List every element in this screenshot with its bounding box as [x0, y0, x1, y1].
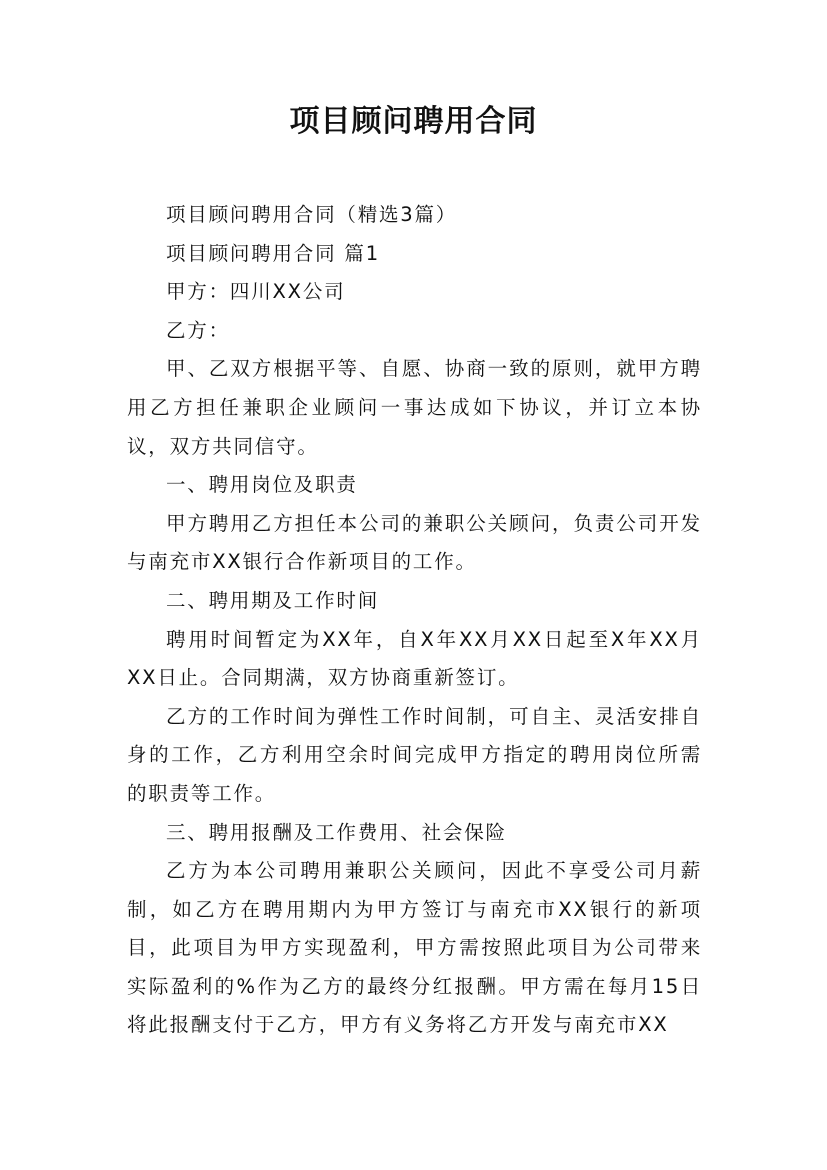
paragraph-heading-1: 一、聘用岗位及职责 [166, 473, 358, 497]
paragraph-heading-3: 三、聘用报酬及工作费用、社会保险 [166, 820, 507, 844]
paragraph-body: 乙方的工作时间为弹性工作时间制，可自主、灵活安排自身的工作，乙方利用空余时间完成甲方指定的聘用岗位所需的职责等工作。 [127, 704, 702, 805]
paragraph-party-b: 乙方： [166, 318, 230, 342]
paragraph-preamble: 甲、乙双方根据平等、自愿、协商一致的原则，就甲方聘用乙方担任兼职企业顾问一事达成如下协议，并订立本协议，双方共同信守。 [127, 357, 702, 458]
paragraph-section-heading: 项目顾问聘用合同 篇1 [166, 241, 380, 265]
paragraph-party-a: 甲方：四川XX公司 [166, 280, 346, 304]
document-body [127, 196, 702, 1045]
document-title: 项目顾问聘用合同 [289, 104, 538, 139]
paragraph-subtitle: 项目顾问聘用合同（精选3篇） [166, 203, 458, 226]
paragraph-body: 甲方聘用乙方担任本公司的兼职公关顾问，负责公司开发与南充市XX银行合作新项目的工作。 [127, 511, 702, 574]
paragraph-heading-2: 二、聘用期及工作时间 [166, 588, 380, 612]
paragraph-body: 聘用时间暂定为XX年，自X年XX月XX日起至X年XX月XX日止。合同期满，双方协商重新签订。 [127, 627, 702, 690]
paragraph-body: 乙方为本公司聘用兼职公关顾问，因此不享受公司月薪制，如乙方在聘用期内为甲方签订与南充市XX银行的新项目，此项目为甲方实现盈利，甲方需按照此项目为公司带来实际盈利的%作为乙方的最终分红报酬。甲方需在每月15日将此报酬支付于乙方，甲方有义务将乙方开发与南充市XX [127, 859, 702, 1037]
